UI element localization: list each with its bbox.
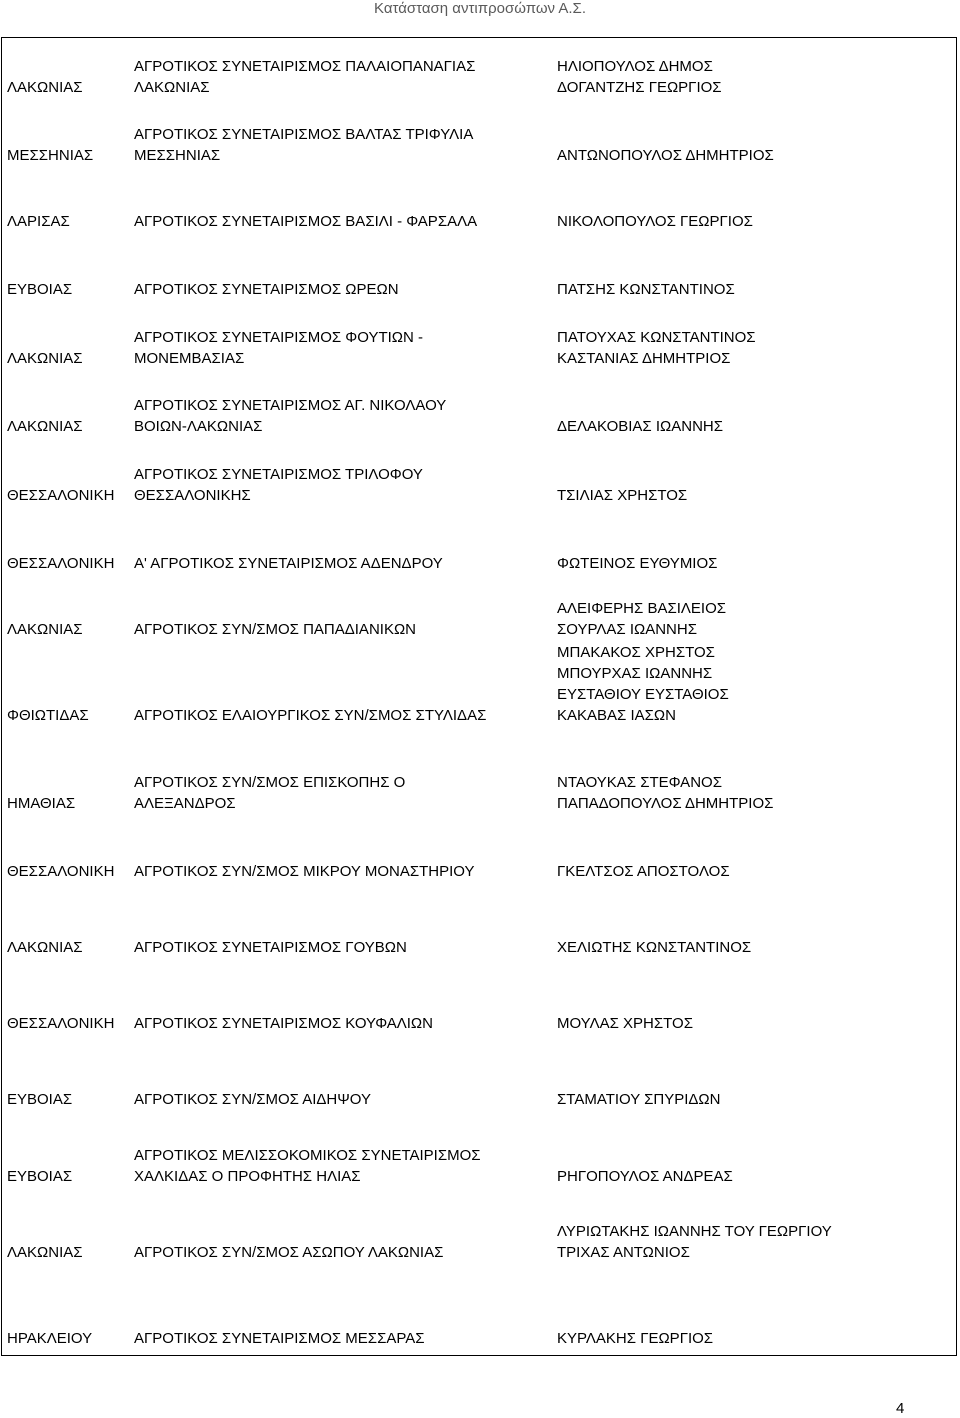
- cooperative-cell: [134, 619, 557, 646]
- cooperative-name-line: Α' ΑΓΡΟΤΙΚΟΣ ΣΥΝΕΤΑΙΡΙΣΜΟΣ ΑΔΕΝΔΡΟΥ: [134, 555, 443, 572]
- region-cell: ΛΑΚΩΝΙΑΣ: [7, 350, 83, 367]
- region-cell: ΕΥΒΟΙΑΣ: [7, 1091, 73, 1108]
- representatives-cell: [557, 56, 956, 104]
- cooperative-cell: [134, 327, 557, 375]
- table-row: [2, 1269, 956, 1355]
- cooperative-name-line: ΒΟΙΩΝ-ΛΑΚΩΝΙΑΣ: [134, 418, 263, 435]
- table-row: [2, 964, 956, 1040]
- cooperative-cell: [134, 56, 557, 104]
- region-cell: ΘΕΣΣΑΛΟΝΙΚΗ: [7, 487, 115, 504]
- representative-name: ΣΟΥΡΛΑΣ ΙΩΑΝΝΗΣ: [557, 621, 697, 638]
- representatives-cell: [557, 1166, 956, 1193]
- cooperative-name-line: ΑΓΡΟΤΙΚΟΣ ΣΥΝΕΤΑΙΡΙΣΜΟΣ ΠΑΛΑΙΟΠΑΝΑΓΙΑΣ: [134, 58, 476, 75]
- cooperative-name-line: ΑΓΡΟΤΙΚΟΣ ΣΥΝ/ΣΜΟΣ ΑΣΩΠΟΥ ΛΑΚΩΝΙΑΣ: [134, 1244, 444, 1261]
- cooperative-name-line: ΧΑΛΚΙΔΑΣ Ο ΠΡΟΦΗΤΗΣ ΗΛΙΑΣ: [134, 1168, 361, 1185]
- representative-name: ΚΑΚΑΒΑΣ ΙΑΣΩΝ: [557, 707, 676, 724]
- region-cell: ΕΥΒΟΙΑΣ: [7, 281, 73, 298]
- representative-name: ΡΗΓΟΠΟΥΛΟΣ ΑΝΔΡΕΑΣ: [557, 1168, 733, 1185]
- representatives-cell: [557, 327, 956, 375]
- cooperative-name-line: ΑΓΡΟΤΙΚΟΣ ΣΥΝΕΤΑΙΡΙΣΜΟΣ ΦΟΥΤΙΩΝ -: [134, 329, 423, 346]
- representative-name: ΣΤΑΜΑΤΙΟΥ ΣΠΥΡΙΔΩΝ: [557, 1091, 721, 1108]
- table-row: [2, 888, 956, 964]
- representatives-cell: [557, 642, 956, 732]
- cooperative-name-line: ΑΓΡΟΤΙΚΟΣ ΣΥΝΕΤΑΙΡΙΣΜΟΣ ΒΑΛΤΑΣ ΤΡΙΦΥΛΙΑ: [134, 126, 474, 143]
- representatives-cell: [557, 861, 956, 888]
- table-row: [2, 732, 956, 820]
- cooperative-name-line: ΘΕΣΣΑΛΟΝΙΚΗΣ: [134, 487, 251, 504]
- table-row: [2, 1193, 956, 1269]
- region-cell: ΗΡΑΚΛΕΙΟΥ: [7, 1330, 93, 1347]
- representative-name: ΓΚΕΛΤΣΟΣ ΑΠΟΣΤΟΛΟΣ: [557, 863, 730, 880]
- representative-name: ΕΥΣΤΑΘΙΟΥ ΕΥΣΤΑΘΙΟΣ: [557, 686, 729, 703]
- representatives-cell: [557, 145, 956, 172]
- region-cell: ΦΘΙΩΤΙΔΑΣ: [7, 707, 89, 724]
- cooperative-name-line: ΑΓΡΟΤΙΚΟΣ ΣΥΝΕΤΑΙΡΙΣΜΟΣ ΓΟΥΒΩΝ: [134, 939, 407, 956]
- representative-name: ΝΙΚΟΛΟΠΟΥΛΟΣ ΓΕΩΡΓΙΟΣ: [557, 213, 753, 230]
- region-cell: ΛΑΚΩΝΙΑΣ: [7, 418, 83, 435]
- representatives-cell: [557, 485, 956, 512]
- cooperative-cell: [134, 1145, 557, 1193]
- representative-name: ΚΥΡΛΑΚΗΣ ΓΕΩΡΓΙΟΣ: [557, 1330, 714, 1347]
- representative-name: ΠΑΠΑΔΟΠΟΥΛΟΣ ΔΗΜΗΤΡΙΟΣ: [557, 795, 774, 812]
- records-table: [1, 37, 957, 1356]
- representative-name: ΜΠΟΥΡΧΑΣ ΙΩΑΝΝΗΣ: [557, 665, 713, 682]
- cooperative-cell: [134, 1328, 557, 1355]
- cooperative-name-line: ΑΓΡΟΤΙΚΟΣ ΣΥΝ/ΣΜΟΣ ΠΑΠΑΔΙΑΝΙΚΩΝ: [134, 621, 416, 638]
- cooperative-cell: [134, 861, 557, 888]
- page-number: 4: [896, 1400, 905, 1417]
- table-row: [2, 1040, 956, 1116]
- table-row: [2, 443, 956, 512]
- representative-name: ΜΟΥΛΑΣ ΧΡΗΣΤΟΣ: [557, 1015, 693, 1032]
- cooperative-name-line: ΑΓΡΟΤΙΚΟΣ ΕΛΑΙΟΥΡΓΙΚΟΣ ΣΥΝ/ΣΜΟΣ ΣΤΥΛΙΔΑΣ: [134, 707, 487, 724]
- representatives-cell: [557, 1221, 956, 1269]
- cooperative-cell: [134, 772, 557, 820]
- representatives-cell: [557, 772, 956, 820]
- representative-name: ΗΛΙΟΠΟΥΛΟΣ ΔΗΜΟΣ: [557, 58, 713, 75]
- cooperative-name-line: ΜΟΝΕΜΒΑΣΙΑΣ: [134, 350, 245, 367]
- cooperative-name-line: ΑΓΡΟΤΙΚΟΣ ΣΥΝΕΤΑΙΡΙΣΜΟΣ ΑΓ. ΝΙΚΟΛΑΟΥ: [134, 397, 447, 414]
- table-row: [2, 38, 956, 104]
- representatives-cell: [557, 279, 956, 306]
- table-row: [2, 1116, 956, 1193]
- cooperative-name-line: ΑΓΡΟΤΙΚΟΣ ΣΥΝΕΤΑΙΡΙΣΜΟΣ ΚΟΥΦΑΛΙΩΝ: [134, 1015, 433, 1032]
- table-row: [2, 580, 956, 646]
- region-cell: ΗΜΑΘΙΑΣ: [7, 795, 76, 812]
- representative-name: ΧΕΛΙΩΤΗΣ ΚΩΝΣΤΑΝΤΙΝΟΣ: [557, 939, 752, 956]
- table-row: [2, 238, 956, 306]
- region-cell: ΕΥΒΟΙΑΣ: [7, 1168, 73, 1185]
- cooperative-name-line: ΑΓΡΟΤΙΚΟΣ ΣΥΝ/ΣΜΟΣ ΑΙΔΗΨΟΥ: [134, 1091, 371, 1108]
- table-row: [2, 306, 956, 375]
- cooperative-name-line: ΑΓΡΟΤΙΚΟΣ ΣΥΝΕΤΑΙΡΙΣΜΟΣ ΩΡΕΩΝ: [134, 281, 399, 298]
- cooperative-name-line: ΑΓΡΟΤΙΚΟΣ ΣΥΝ/ΣΜΟΣ ΕΠΙΣΚΟΠΗΣ Ο: [134, 774, 406, 791]
- representatives-cell: [557, 937, 956, 964]
- representatives-cell: [557, 211, 956, 238]
- region-cell: ΛΑΡΙΣΑΣ: [7, 213, 70, 230]
- representative-name: ΤΣΙΛΙΑΣ ΧΡΗΣΤΟΣ: [557, 487, 688, 504]
- cooperative-name-line: ΛΑΚΩΝΙΑΣ: [134, 79, 210, 96]
- table-row: [2, 820, 956, 888]
- cooperative-name-line: ΑΓΡΟΤΙΚΟΣ ΣΥΝΕΤΑΙΡΙΣΜΟΣ ΤΡΙΛΟΦΟΥ: [134, 466, 423, 483]
- representative-name: ΠΑΤΟΥΧΑΣ ΚΩΝΣΤΑΝΤΙΝΟΣ: [557, 329, 756, 346]
- representatives-cell: [557, 598, 956, 646]
- cooperative-cell: [134, 464, 557, 512]
- region-cell: ΘΕΣΣΑΛΟΝΙΚΗ: [7, 1015, 115, 1032]
- cooperative-cell: [134, 1089, 557, 1116]
- cooperative-name-line: ΑΓΡΟΤΙΚΟΣ ΣΥΝ/ΣΜΟΣ ΜΙΚΡΟΥ ΜΟΝΑΣΤΗΡΙΟΥ: [134, 863, 475, 880]
- cooperative-name-line: ΑΓΡΟΤΙΚΟΣ ΣΥΝΕΤΑΙΡΙΣΜΟΣ ΒΑΣΙΛΙ - ΦΑΡΣΑΛΑ: [134, 213, 478, 230]
- representative-name: ΑΝΤΩΝΟΠΟΥΛΟΣ ΔΗΜΗΤΡΙΟΣ: [557, 147, 774, 164]
- representative-name: ΝΤΑΟΥΚΑΣ ΣΤΕΦΑΝΟΣ: [557, 774, 722, 791]
- cooperative-name-line: ΜΕΣΣΗΝΙΑΣ: [134, 147, 221, 164]
- representatives-cell: [557, 1013, 956, 1040]
- cooperative-cell: [134, 553, 557, 580]
- representatives-cell: [557, 1089, 956, 1116]
- representative-name: ΔΕΛΑΚΟΒΙΑΣ ΙΩΑΝΝΗΣ: [557, 418, 724, 435]
- region-cell: ΛΑΚΩΝΙΑΣ: [7, 1244, 83, 1261]
- representative-name: ΜΠΑΚΑΚΟΣ ΧΡΗΣΤΟΣ: [557, 644, 715, 661]
- cooperative-cell: [134, 211, 557, 238]
- cooperative-cell: [134, 395, 557, 443]
- table-row: [2, 646, 956, 732]
- cooperative-name-line: ΑΓΡΟΤΙΚΟΣ ΣΥΝΕΤΑΙΡΙΣΜΟΣ ΜΕΣΣΑΡΑΣ: [134, 1330, 425, 1347]
- table-row: [2, 172, 956, 238]
- table-row: [2, 512, 956, 580]
- cooperative-cell: [134, 1242, 557, 1269]
- region-cell: ΘΕΣΣΑΛΟΝΙΚΗ: [7, 863, 115, 880]
- page-title: Κατάσταση αντιπροσώπων Α.Σ.: [374, 0, 586, 17]
- region-cell: ΛΑΚΩΝΙΑΣ: [7, 621, 83, 638]
- representative-name: ΛΥΡΙΩΤΑΚΗΣ ΙΩΑΝΝΗΣ ΤΟΥ ΓΕΩΡΓΙΟΥ: [557, 1223, 832, 1240]
- cooperative-cell: [134, 1013, 557, 1040]
- region-cell: ΛΑΚΩΝΙΑΣ: [7, 79, 83, 96]
- representative-name: ΚΑΣΤΑΝΙΑΣ ΔΗΜΗΤΡΙΟΣ: [557, 350, 731, 367]
- cooperative-name-line: ΑΓΡΟΤΙΚΟΣ ΜΕΛΙΣΣΟΚΟΜΙΚΟΣ ΣΥΝΕΤΑΙΡΙΣΜΟΣ: [134, 1147, 481, 1164]
- representatives-cell: [557, 416, 956, 443]
- table-row: [2, 104, 956, 172]
- cooperative-cell: [134, 124, 557, 172]
- representative-name: ΔΟΓΑΝΤΖΗΣ ΓΕΩΡΓΙΟΣ: [557, 79, 722, 96]
- cooperative-cell: [134, 937, 557, 964]
- cooperative-cell: [134, 705, 557, 732]
- representative-name: ΑΛΕΙΦΕΡΗΣ ΒΑΣΙΛΕΙΟΣ: [557, 600, 727, 617]
- region-cell: ΜΕΣΣΗΝΙΑΣ: [7, 147, 94, 164]
- cooperative-name-line: ΑΛΕΞΑΝΔΡΟΣ: [134, 795, 236, 812]
- representative-name: ΠΑΤΣΗΣ ΚΩΝΣΤΑΝΤΙΝΟΣ: [557, 281, 735, 298]
- region-cell: ΛΑΚΩΝΙΑΣ: [7, 939, 83, 956]
- representatives-cell: [557, 553, 956, 580]
- region-cell: ΘΕΣΣΑΛΟΝΙΚΗ: [7, 555, 115, 572]
- cooperative-cell: [134, 279, 557, 306]
- representatives-cell: [557, 1328, 956, 1355]
- representative-name: ΤΡΙΧΑΣ ΑΝΤΩΝΙΟΣ: [557, 1244, 690, 1261]
- representative-name: ΦΩΤΕΙΝΟΣ ΕΥΘΥΜΙΟΣ: [557, 555, 718, 572]
- table-row: [2, 375, 956, 443]
